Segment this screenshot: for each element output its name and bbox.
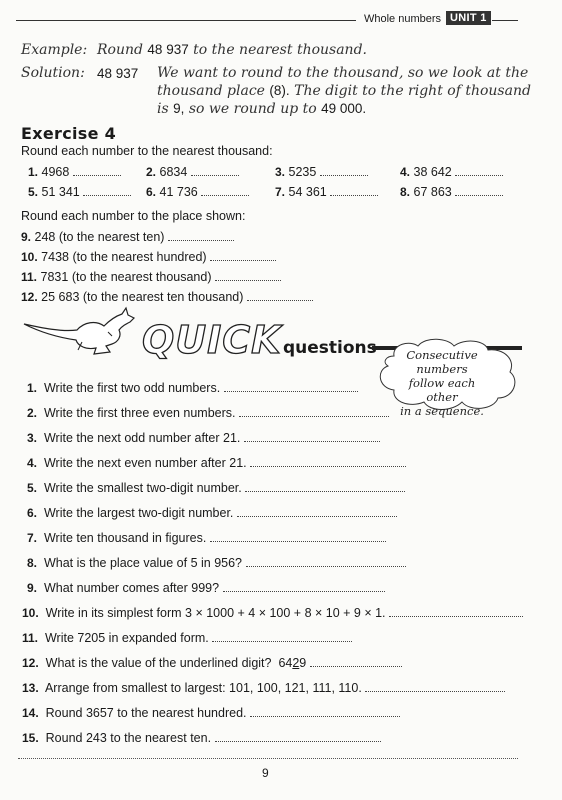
question-2	[27, 406, 389, 420]
cloud-line: numbers	[416, 362, 468, 376]
question-text: What number comes after 999?	[43, 581, 220, 595]
underlined-digit: 2	[292, 656, 300, 670]
question-number: 9.	[27, 581, 38, 595]
question-number: 8.	[27, 556, 38, 570]
cloud-note	[392, 348, 492, 418]
answer-line[interactable]	[223, 582, 385, 592]
answer-line[interactable]	[237, 507, 397, 517]
header-rule	[16, 20, 356, 21]
example-number: 48 937	[147, 42, 189, 57]
exercise-instruction-1: Round each number to the nearest thousand:	[21, 144, 273, 158]
example-text	[97, 42, 367, 58]
item-number: 2.	[146, 165, 157, 179]
solution-thousand-place: thousand place	[157, 83, 265, 99]
exercise-item-11	[21, 270, 281, 284]
answer-line[interactable]	[244, 432, 380, 442]
question-number: 4.	[27, 456, 38, 470]
question-3	[27, 431, 380, 445]
exercise-item-4	[400, 165, 503, 179]
item-value: 6834	[159, 165, 188, 179]
solution-digit-9: 9,	[173, 101, 185, 116]
answer-line[interactable]	[250, 457, 406, 467]
question-10	[22, 606, 523, 620]
answer-line[interactable]	[330, 186, 378, 196]
question-8	[27, 556, 406, 570]
item-number: 1.	[28, 165, 39, 179]
exercise-item-10	[21, 250, 276, 264]
question-11	[22, 631, 352, 645]
question-5	[27, 481, 405, 495]
item-number: 9.	[21, 230, 32, 244]
question-number: 2.	[27, 406, 38, 420]
example-round-word: Round	[97, 42, 143, 58]
exercise-item-9	[21, 230, 234, 244]
question-text: Write the first three even numbers.	[43, 406, 236, 420]
question-6	[27, 506, 397, 520]
question-text: What is the place value of 5 in 956?	[43, 556, 243, 570]
item-place: (to the nearest ten)	[58, 230, 165, 244]
solution-round-up: so we round up to	[188, 101, 317, 117]
digit-part: 64	[278, 656, 293, 670]
item-number: 8.	[400, 185, 411, 199]
header-rule-end	[492, 20, 518, 21]
item-number: 5.	[28, 185, 39, 199]
answer-line[interactable]	[246, 557, 406, 567]
question-number: 3.	[27, 431, 38, 445]
exercise-instruction-2: Round each number to the place shown:	[21, 209, 246, 223]
cloud-line: in a sequence.	[400, 404, 484, 418]
answer-line[interactable]	[389, 607, 523, 617]
exercise-item-2	[146, 165, 239, 179]
question-text: Write ten thousand in figures.	[43, 531, 207, 545]
question-text: What is the value of the underlined digit?	[45, 656, 272, 670]
item-value: 38 642	[413, 165, 452, 179]
answer-line[interactable]	[215, 271, 281, 281]
answer-line[interactable]	[250, 707, 400, 717]
question-number: 11.	[22, 631, 39, 645]
solution-number: 48 937	[97, 66, 139, 81]
example-instruction: to the nearest thousand.	[193, 42, 367, 58]
question-text: Write the first two odd numbers.	[43, 381, 221, 395]
exercise-item-3	[275, 165, 368, 179]
item-value: 25 683	[41, 290, 80, 304]
answer-line[interactable]	[168, 231, 234, 241]
item-place: (to the nearest ten thousand)	[82, 290, 244, 304]
question-14	[22, 706, 400, 720]
answer-line[interactable]	[191, 166, 239, 176]
question-text: Write the largest two-digit number.	[43, 506, 234, 520]
question-number: 7.	[27, 531, 38, 545]
footer-rule	[18, 758, 518, 759]
question-text: Round 243 to the nearest ten.	[45, 731, 212, 745]
item-number: 3.	[275, 165, 286, 179]
answer-line[interactable]	[247, 291, 313, 301]
kangaroo-icon	[22, 306, 144, 358]
item-value: 54 361	[288, 185, 327, 199]
solution-line-1: We want to round to the thousand, so we look at the	[157, 65, 529, 81]
item-value: 248	[34, 230, 56, 244]
exercise-item-8	[400, 185, 503, 199]
page-number: 9	[262, 766, 269, 780]
answer-line[interactable]	[310, 657, 402, 667]
question-text: Write in its simplest form 3 × 1000 + 4 × 100 + 8 × 10 + 9 × 1.	[45, 606, 386, 620]
solution-label: Solution:	[21, 65, 85, 81]
question-9	[27, 581, 385, 595]
question-7	[27, 531, 386, 545]
answer-line[interactable]	[212, 632, 352, 642]
question-15	[22, 731, 381, 745]
question-number: 1.	[27, 381, 38, 395]
item-number: 7.	[275, 185, 286, 199]
exercise-item-12	[21, 290, 313, 304]
exercise-item-6	[146, 185, 249, 199]
item-number: 10.	[21, 250, 38, 264]
item-value: 41 736	[159, 185, 198, 199]
solution-is: is	[157, 101, 169, 117]
question-number: 15.	[22, 731, 39, 745]
question-12	[22, 656, 402, 670]
header-title: Whole numbers	[364, 13, 442, 25]
item-value: 7831	[40, 270, 69, 284]
item-value: 51 341	[41, 185, 80, 199]
question-number: 13.	[22, 681, 39, 695]
example-label: Example:	[21, 42, 88, 58]
question-12-number	[278, 656, 306, 670]
answer-line[interactable]	[201, 186, 249, 196]
question-text: Arrange from smallest to largest: 101, 100, 121, 111, 110.	[44, 681, 362, 695]
item-number: 12.	[21, 290, 38, 304]
solution-digit-8: (8).	[269, 83, 290, 98]
item-value: 4968	[41, 165, 70, 179]
solution-digit-right: The digit to the right of thousand	[294, 83, 531, 99]
answer-line[interactable]	[210, 251, 276, 261]
answer-line[interactable]	[210, 532, 386, 542]
answer-line[interactable]	[455, 186, 503, 196]
cloud-line: Consecutive	[406, 348, 478, 362]
question-text: Write the next odd number after 21.	[43, 431, 241, 445]
item-value: 67 863	[413, 185, 452, 199]
digit-part: 9	[299, 656, 307, 670]
question-4	[27, 456, 406, 470]
question-text: Write 7205 in expanded form.	[44, 631, 209, 645]
question-text: Round 3657 to the nearest hundred.	[45, 706, 247, 720]
solution-line-3	[157, 101, 366, 117]
question-number: 12.	[22, 656, 39, 670]
item-value: 5235	[288, 165, 317, 179]
answer-line[interactable]	[224, 382, 358, 392]
exercise-item-7	[275, 185, 378, 199]
unit-badge: UNIT 1	[446, 11, 491, 25]
exercise-title: Exercise 4	[21, 124, 117, 143]
item-place: (to the nearest hundred)	[72, 250, 207, 264]
solution-line-2	[157, 83, 531, 99]
answer-line[interactable]	[455, 166, 503, 176]
answer-line[interactable]	[320, 166, 368, 176]
answer-line[interactable]	[83, 186, 131, 196]
question-number: 10.	[22, 606, 39, 620]
answer-line[interactable]	[73, 166, 121, 176]
item-number: 6.	[146, 185, 157, 199]
question-1	[27, 381, 358, 395]
exercise-item-5	[28, 185, 131, 199]
answer-line[interactable]	[239, 407, 389, 417]
item-number: 4.	[400, 165, 411, 179]
question-number: 5.	[27, 481, 38, 495]
item-place: (to the nearest thousand)	[71, 270, 212, 284]
question-13	[22, 681, 505, 695]
question-number: 6.	[27, 506, 38, 520]
answer-line[interactable]	[215, 732, 381, 742]
item-value: 7438	[41, 250, 69, 264]
answer-line[interactable]	[245, 482, 405, 492]
cloud-line: follow each other	[408, 376, 476, 404]
quick-subtitle: questions	[283, 338, 377, 358]
quick-title: QUICK	[142, 318, 282, 362]
solution-result: 49 000.	[321, 101, 367, 116]
question-text: Write the next even number after 21.	[43, 456, 247, 470]
exercise-item-1	[28, 165, 121, 179]
answer-line[interactable]	[365, 682, 505, 692]
question-number: 14.	[22, 706, 39, 720]
item-number: 11.	[21, 270, 38, 284]
question-text: Write the smallest two-digit number.	[43, 481, 242, 495]
